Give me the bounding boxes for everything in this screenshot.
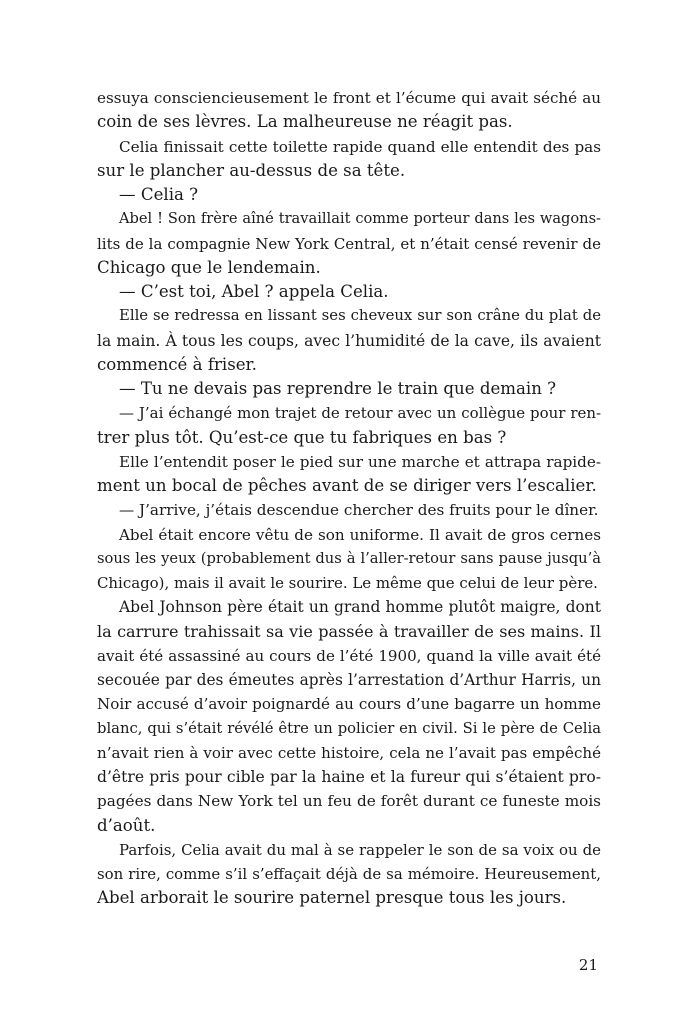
- text-line: n’avait rien à voir avec cette histoire, cela ne l’avait pas empêché: [97, 743, 601, 762]
- text-line: ment un bocal de pêches avant de se diriger vers l’escalier.: [97, 476, 597, 495]
- text-line: sous les yeux (probablement dus à l’aller-retour sans pause jusqu’à: [97, 549, 601, 567]
- paragraph: [97, 450, 601, 499]
- page-number: 21: [578, 956, 598, 974]
- text-line: avait été assassiné au cours de l’été 1900, quand la ville avait été: [97, 646, 601, 665]
- text-line: Parfois, Celia avait du mal à se rappeler le son de sa voix ou de: [119, 840, 601, 859]
- text-line: la carrure trahissait sa vie passée à travailler de ses mains. Il: [97, 621, 601, 641]
- paragraph: [97, 86, 601, 135]
- text-line: essuya consciencieusement le front et l’écume qui avait séché au: [97, 89, 601, 107]
- paragraph: [97, 304, 601, 377]
- text-line: d’août.: [97, 815, 156, 835]
- paragraph: [97, 207, 601, 280]
- text-line: — Tu ne devais pas reprendre le train que demain ?: [119, 379, 557, 398]
- paragraph: [97, 135, 601, 184]
- text-line: secouée par des émeutes après l’arrestation d’Arthur Harris, un: [97, 671, 601, 689]
- text-line: — Celia ?: [119, 185, 199, 204]
- text-line: Abel était encore vêtu de son uniforme. Il avait de gros cernes: [119, 525, 601, 544]
- text-line: Elle l’entendit poser le pied sur une marche et attrapa rapide-: [119, 452, 601, 471]
- text-line: Celia finissait cette toilette rapide quand elle entendit des pas: [119, 137, 601, 156]
- text-line: trer plus tôt. Qu’est-ce que tu fabriques en bas ?: [97, 427, 507, 447]
- paragraph: [97, 401, 601, 450]
- text-line: blanc, qui s’était révélé être un policier en civil. Si le père de Celia: [97, 719, 601, 737]
- text-line: d’être pris pour cible par la haine et la fureur qui s’étaient pro-: [97, 768, 601, 786]
- text-line: Elle se redressa en lissant ses cheveux sur son crâne du plat de: [119, 307, 601, 325]
- text-line: lits de la compagnie New York Central, et n’était censé revenir de: [97, 234, 601, 253]
- text-line: Abel arborait le sourire paternel presque tous les jours.: [97, 888, 567, 908]
- text-line: coin de ses lèvres. La malheureuse ne réagit pas.: [97, 112, 513, 132]
- paragraph: [97, 280, 601, 304]
- text-line: Chicago que le lendemain.: [97, 257, 321, 277]
- paragraph: [97, 498, 601, 522]
- text-line: commencé à friser.: [97, 354, 257, 374]
- text-line: Chicago), mais il avait le sourire. Le même que celui de leur père.: [97, 574, 598, 592]
- paragraph: [97, 183, 601, 207]
- text-line: la main. À tous les coups, avec l’humidité de la cave, ils avaient: [97, 331, 601, 350]
- text-line: sur le plancher au-dessus de sa tête.: [97, 160, 406, 180]
- text-line: Noir accusé d’avoir poignardé au cours d’une bagarre un homme: [97, 695, 601, 714]
- text-line: — C’est toi, Abel ? appela Celia.: [119, 282, 389, 301]
- body-text: [97, 86, 601, 911]
- text-line: son rire, comme s’il s’effaçait déjà de sa mémoire. Heureusement,: [97, 865, 601, 883]
- text-line: pagées dans New York tel un feu de forêt durant ce funeste mois: [97, 792, 601, 811]
- text-line: — J’arrive, j’étais descendue chercher des fruits pour le dîner.: [119, 501, 599, 520]
- text-line: Abel Johnson père était un grand homme plutôt maigre, dont: [119, 598, 601, 617]
- paragraph: [97, 595, 601, 838]
- text-line: Abel ! Son frère aîné travaillait comme porteur dans les wagons-: [119, 210, 601, 228]
- text-line: — J’ai échangé mon trajet de retour avec un collègue pour ren-: [119, 404, 601, 423]
- paragraph: [97, 838, 601, 911]
- paragraph: [97, 377, 601, 401]
- paragraph: [97, 523, 601, 596]
